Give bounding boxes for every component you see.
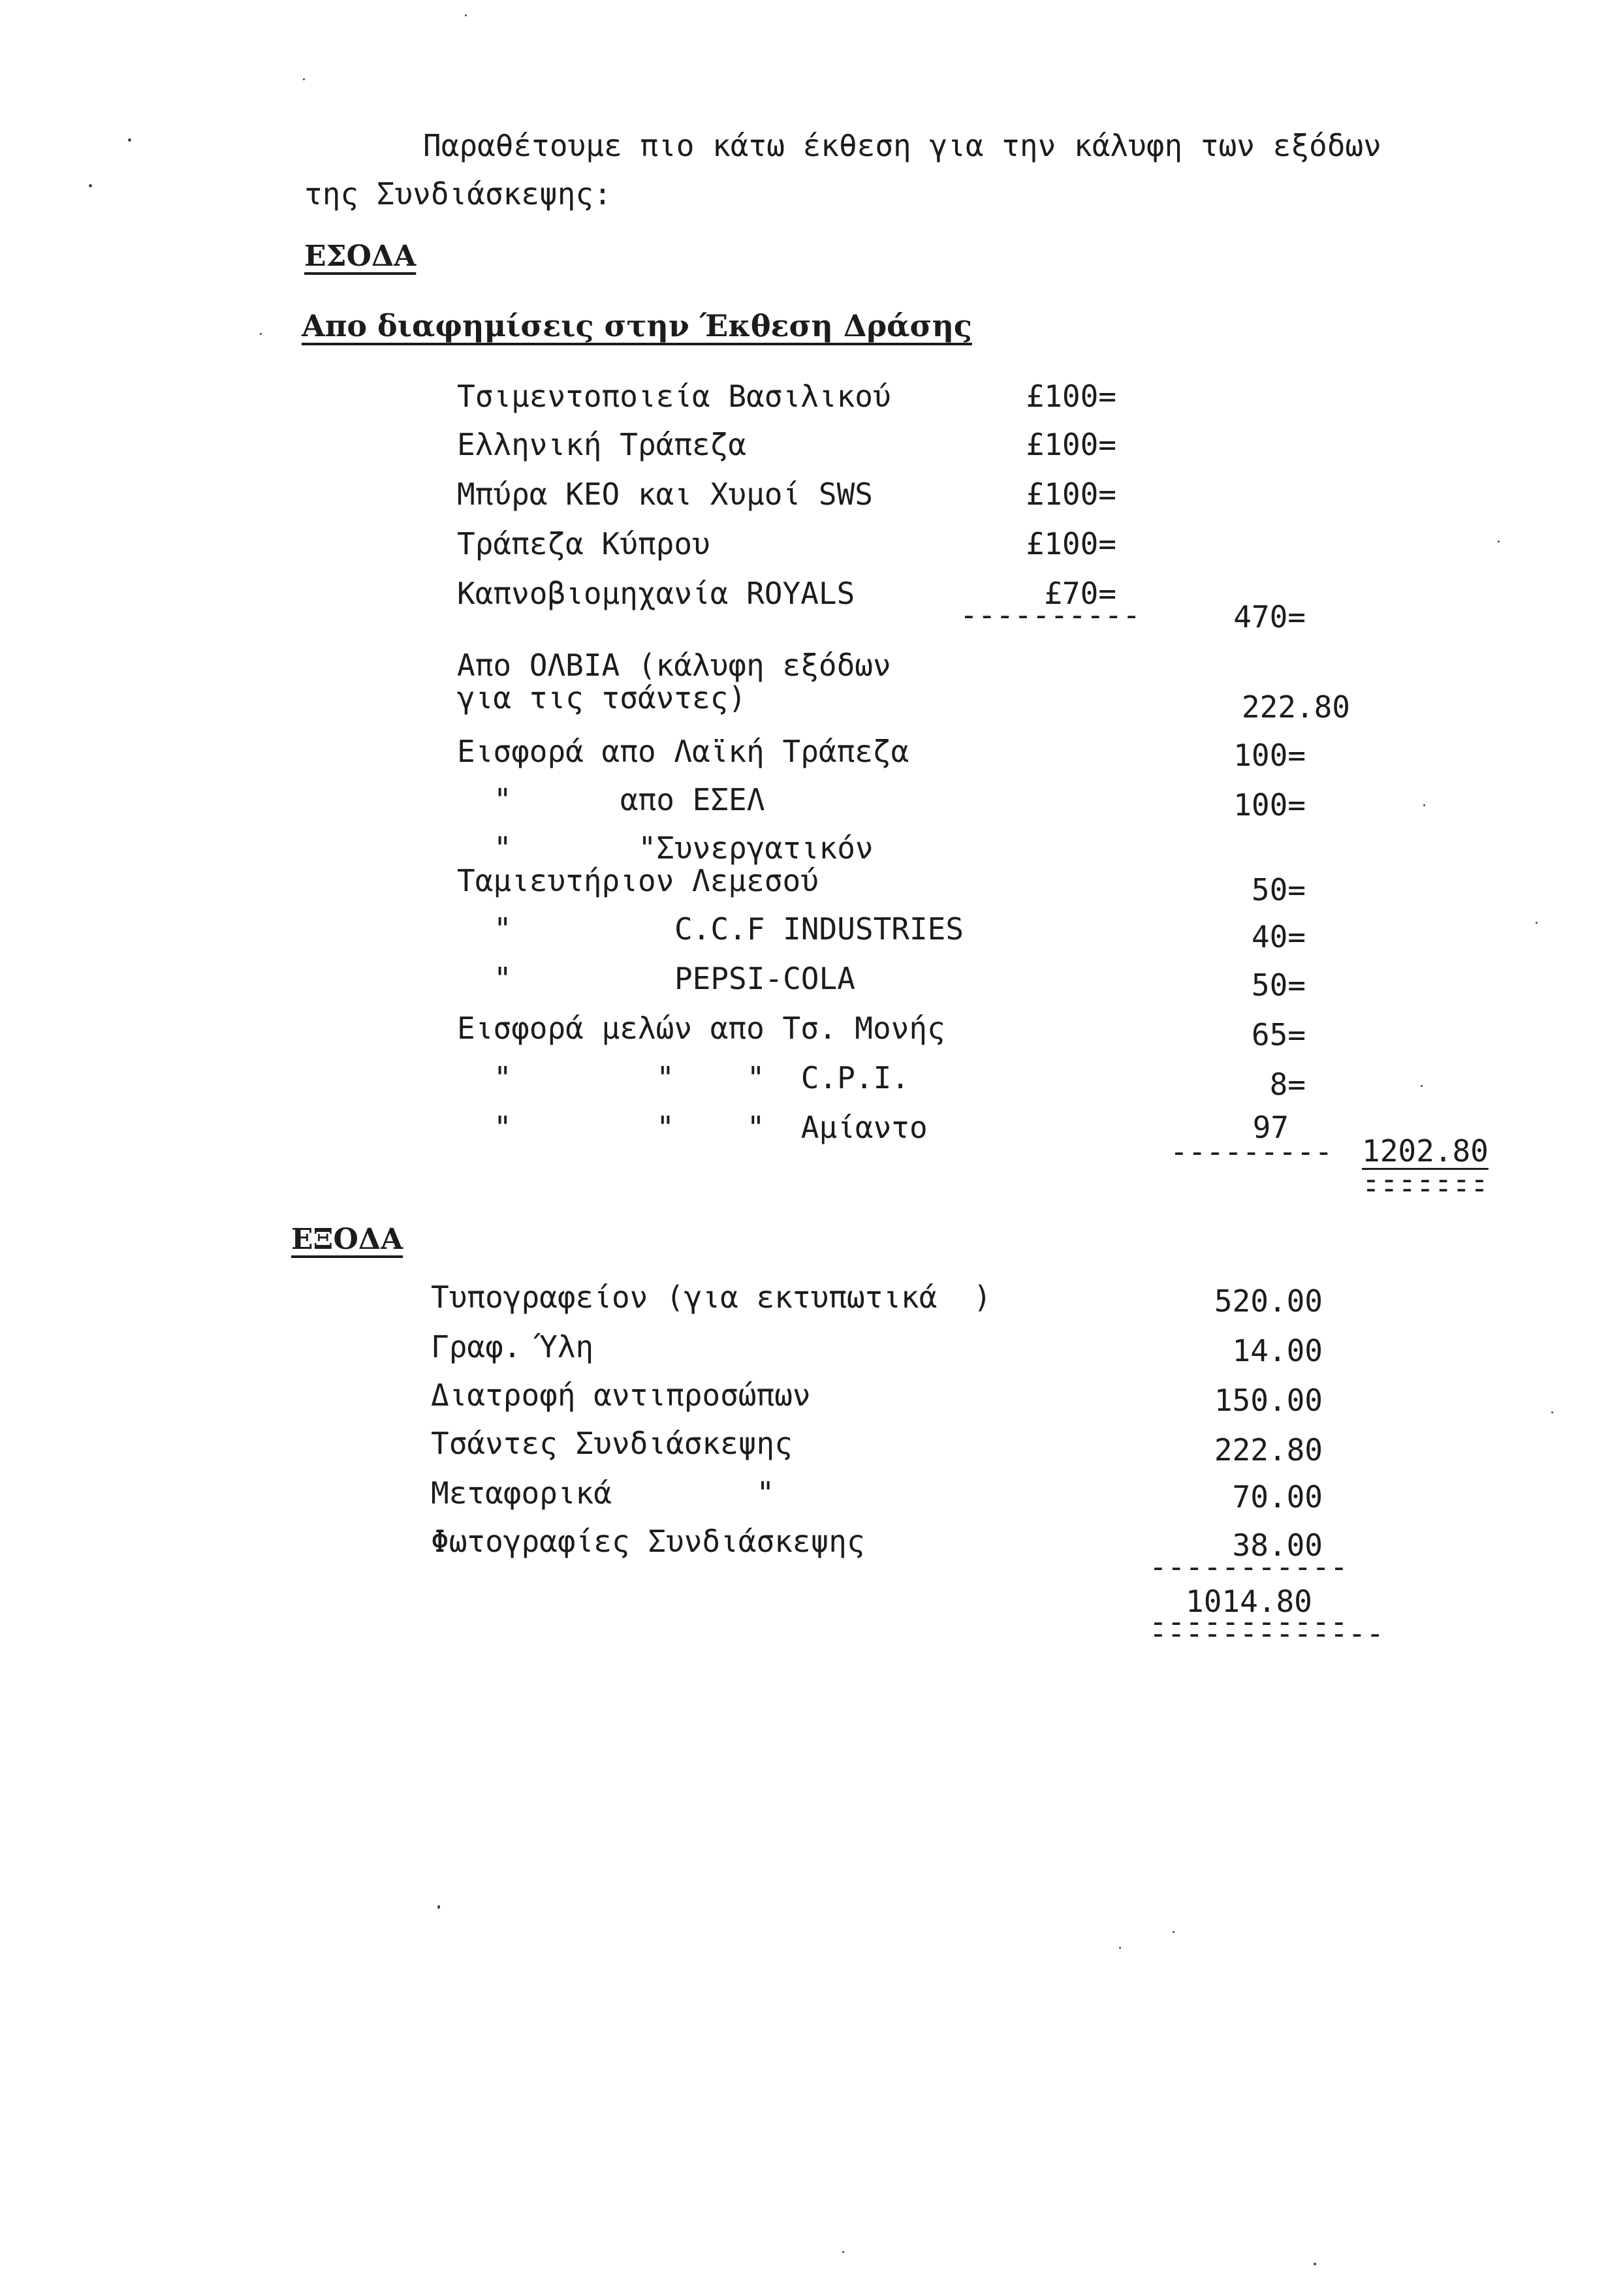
ad-amount: £70= (1044, 576, 1116, 611)
income-amount: 65= (1251, 1017, 1306, 1052)
double-dashed-rule (1149, 1627, 1384, 1640)
income-amount: 40= (1251, 919, 1306, 954)
income-label: " PEPSI-COLA (494, 961, 855, 996)
income-label: " C.C.F INDUSTRIES (494, 911, 964, 947)
income-amount: 100= (1233, 738, 1306, 773)
ad-label: Τσιμεντοποιεία Βασιλικού (457, 379, 891, 414)
income-amount: 100= (1233, 787, 1306, 823)
income-label-continued: Ταμιευτήριον Λεμεσού (457, 863, 819, 898)
income-amount: 222.80 (1241, 689, 1350, 725)
expense-label: Γραφ. Ύλη (431, 1329, 594, 1364)
scan-speck (303, 78, 305, 80)
dashed-rule (960, 608, 1141, 621)
ad-label: Τράπεζα Κύπρου (457, 526, 710, 561)
ad-label: Ελληνική Τράπεζα (457, 427, 747, 462)
expense-label: Φωτογραφίες Συνδιάσκεψης (431, 1524, 865, 1559)
expense-amount: 38.00 (1232, 1528, 1323, 1563)
double-dashed-rule (1362, 1182, 1489, 1195)
scan-speck (1551, 1411, 1553, 1413)
ad-amount: £100= (1026, 477, 1116, 512)
ads-total: 470= (1233, 599, 1306, 635)
income-label: Εισφορά απο Λαϊκή Τράπεζα (457, 734, 909, 769)
scan-speck (1421, 1085, 1423, 1087)
income-amount: 50= (1251, 872, 1306, 907)
expense-amount: 222.80 (1214, 1432, 1323, 1468)
income-amount: 8= (1269, 1067, 1306, 1102)
expense-label: Διατροφή αντιπροσώπων (431, 1377, 811, 1413)
income-label: " " " C.P.I. (494, 1060, 909, 1095)
scan-speck (1173, 1931, 1175, 1933)
expense-label: Μεταφορικά " (431, 1475, 775, 1511)
intro-line-1: Παραθέτουμε πιο κάτω έκθεση για την κάλυφη των εξόδων (423, 128, 1381, 163)
ad-amount: £100= (1026, 379, 1116, 414)
scan-speck (437, 1905, 440, 1909)
ad-label: Καπνοβιομηχανία ROYALS (457, 576, 855, 611)
expense-label: Τυπογραφείον (για εκτυπωτικά ) (431, 1280, 992, 1315)
expense-amount: 520.00 (1214, 1283, 1323, 1319)
scan-speck (1119, 1947, 1121, 1949)
scan-speck (89, 184, 92, 187)
income-amount: 97 (1252, 1110, 1289, 1145)
expense-amount: 150.00 (1214, 1383, 1323, 1418)
expense-label: Τσάντες Συνδιάσκεψης (431, 1426, 793, 1461)
scan-speck (1536, 922, 1538, 924)
double-dashed-rule (1149, 1615, 1348, 1628)
income-subheading: Απο διαφημίσεις στην Έκθεση Δράσης (302, 308, 972, 343)
intro-line-2: της Συνδιάσκεψης: (304, 176, 612, 212)
income-label: Απο ΟΛΒΙΑ (κάλυφη εξόδων (457, 648, 891, 683)
dashed-rule (1170, 1145, 1333, 1158)
income-amount: 50= (1251, 967, 1306, 1003)
scan-speck (128, 138, 131, 142)
income-label: " " " Αμίαντο (494, 1110, 928, 1145)
dashed-rule (1149, 1560, 1348, 1573)
ad-amount: £100= (1026, 526, 1116, 561)
scan-speck (260, 333, 262, 335)
expense-amount: 14.00 (1232, 1333, 1323, 1368)
income-grand-total: 1202.80 (1362, 1133, 1489, 1169)
ad-amount: £100= (1026, 427, 1116, 462)
scan-speck (1423, 804, 1425, 806)
income-label: " "Συνεργατικόν (494, 830, 874, 866)
income-label: " απο ΕΣΕΛ (494, 782, 765, 817)
income-heading: ΕΣΟΔΑ (304, 240, 417, 273)
scan-speck (842, 2251, 844, 2253)
scan-speck (1314, 2263, 1316, 2265)
scan-speck (1498, 541, 1500, 543)
income-label: Εισφορά μελών απο Τσ. Μονής (457, 1011, 945, 1046)
expenses-heading: ΕΞΟΔΑ (291, 1223, 403, 1256)
ad-label: Μπύρα ΚΕΟ και Χυμοί SWS (457, 477, 873, 512)
expense-amount: 70.00 (1232, 1479, 1323, 1515)
expenses-total: 1014.80 (1186, 1584, 1312, 1619)
scan-speck (465, 14, 467, 16)
income-label-continued: για τις τσάντες) (457, 680, 747, 716)
